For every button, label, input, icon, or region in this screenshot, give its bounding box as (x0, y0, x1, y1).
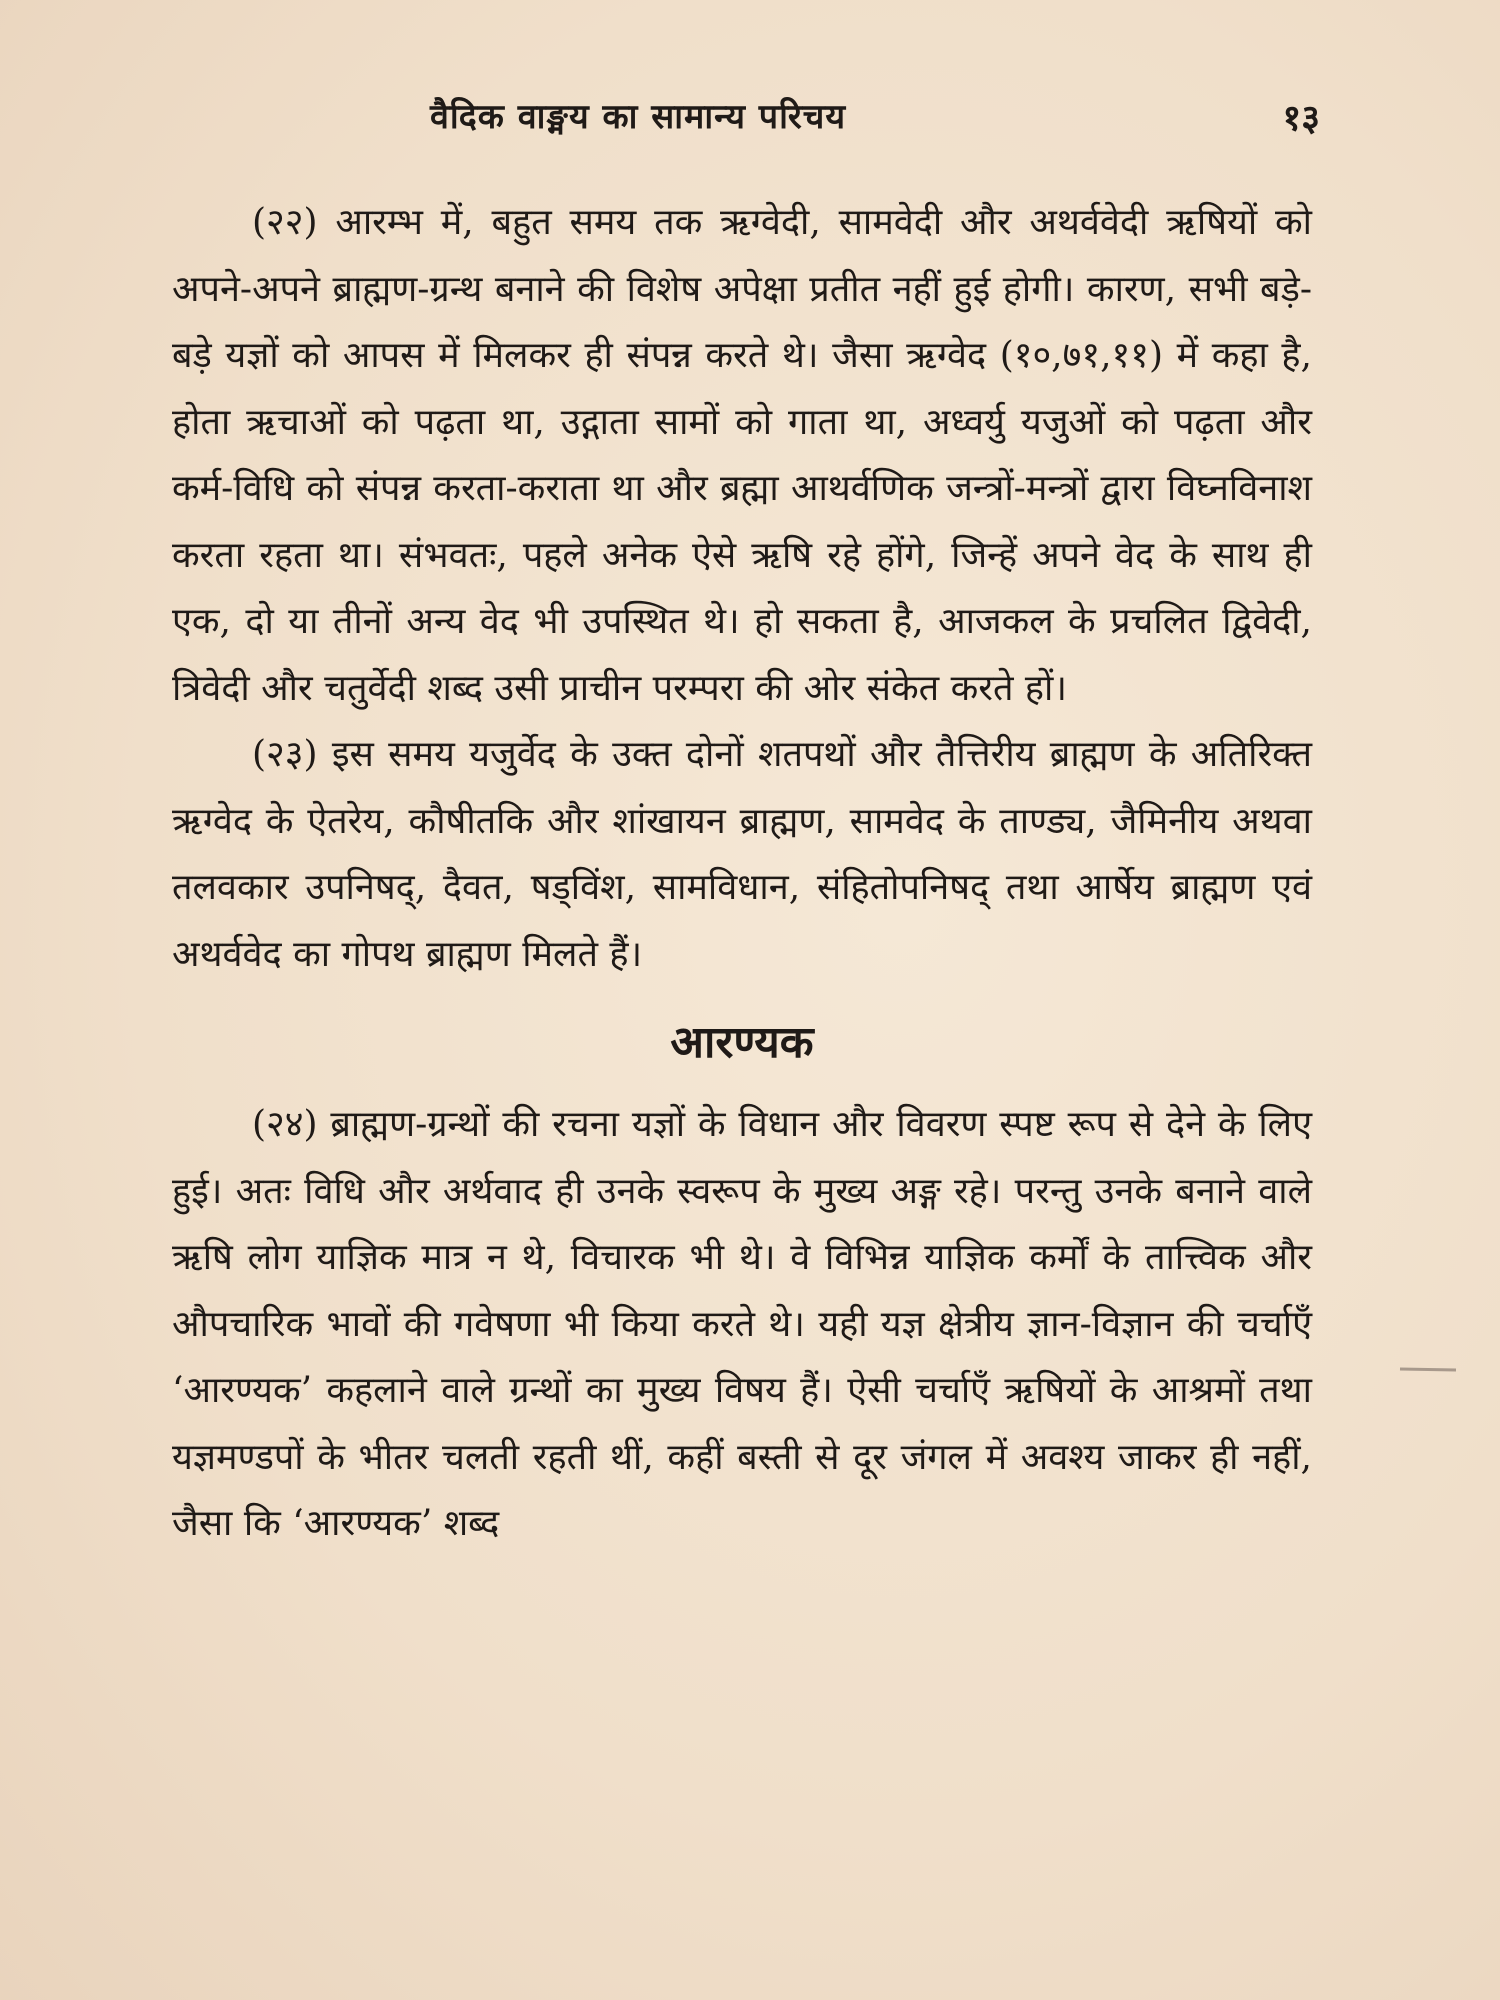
paragraph-24: (२४) ब्राह्मण-ग्रन्थों की रचना यज्ञों के विधान और विवरण स्पष्ट रूप से देने के लिए हुई। अतः विधि और अर्थवाद ही उनके स्वरूप के मुख्य अङ्ग रहे। परन्तु उनके बनाने वाले ऋषि लोग याज्ञिक मात्र न थे, विचारक भी थे। वे विभिन्न याज्ञिक कर्मों के तात्त्विक और औपचारिक भावों की गवेषणा भी किया करते थे। यही यज्ञ क्षेत्रीय ज्ञान-विज्ञान की चर्चाएँ ‘आरण्यक’ कहलाने वाले ग्रन्थों का मुख्य विषय हैं। ऐसी चर्चाएँ ऋषियों के आश्रमों तथा यज्ञमण्डपों के भीतर चलती रहती थीं, कहीं बस्ती से दूर जंगल में अवश्य जाकर ही नहीं, जैसा कि ‘आरण्यक’ शब्द (172, 1104, 1312, 1544)
page-header (170, 92, 1320, 142)
margin-mark (1400, 1368, 1456, 1372)
section-heading: आरण्यक (670, 1017, 814, 1068)
paragraph-22: (२२) आरम्भ में, बहुत समय तक ऋग्वेदी, सामवेदी और अथर्ववेदी ऋषियों को अपने-अपने ब्राह्मण-ग्रन्थ बनाने की विशेष अपेक्षा प्रतीत नहीं हुई होगी। कारण, सभी बड़े-बड़े यज्ञों को आपस में मिलकर ही संपन्न करते थे। जैसा ऋग्वेद (१०,७१,११) में कहा है, होता ऋचाओं को पढ़ता था, उद्गाता सामों को गाता था, अध्वर्यु यजुओं को पढ़ता और कर्म-विधि को संपन्न करता-कराता था और ब्रह्मा आथर्वणिक जन्त्रों-मन्त्रों द्वारा विघ्नविनाश करता रहता था। संभवतः, पहले अनेक ऐसे ऋषि रहे होंगे, जिन्हें अपने वेद के साथ ही एक, दो या तीनों अन्य वेद भी उपस्थित थे। हो सकता है, आजकल के प्रचलित द्विवेदी, त्रिवेदी और चतुर्वेदी शब्द उसी प्राचीन परम्परा की ओर संकेत करते हों। (172, 202, 1312, 709)
page-body (172, 190, 1312, 1558)
running-title: वैदिक वाङ्मय का सामान्य परिचय (430, 97, 847, 137)
paragraph-23: (२३) इस समय यजुर्वेद के उक्त दोनों शतपथों और तैत्तिरीय ब्राह्मण के अतिरिक्त ऋग्वेद के ऐतरेय, कौषीतकि और शांखायन ब्राह्मण, सामवेद के ताण्ड्य, जैमिनीय अथवा तलवकार उपनिषद्, दैवत, षड्विंश, सामविधान, संहितोपनिषद् तथा आर्षेय ब्राह्मण एवं अथर्ववेद का गोपथ ब्राह्मण मिलते हैं। (172, 734, 1312, 975)
page-number: १३ (1282, 98, 1320, 139)
